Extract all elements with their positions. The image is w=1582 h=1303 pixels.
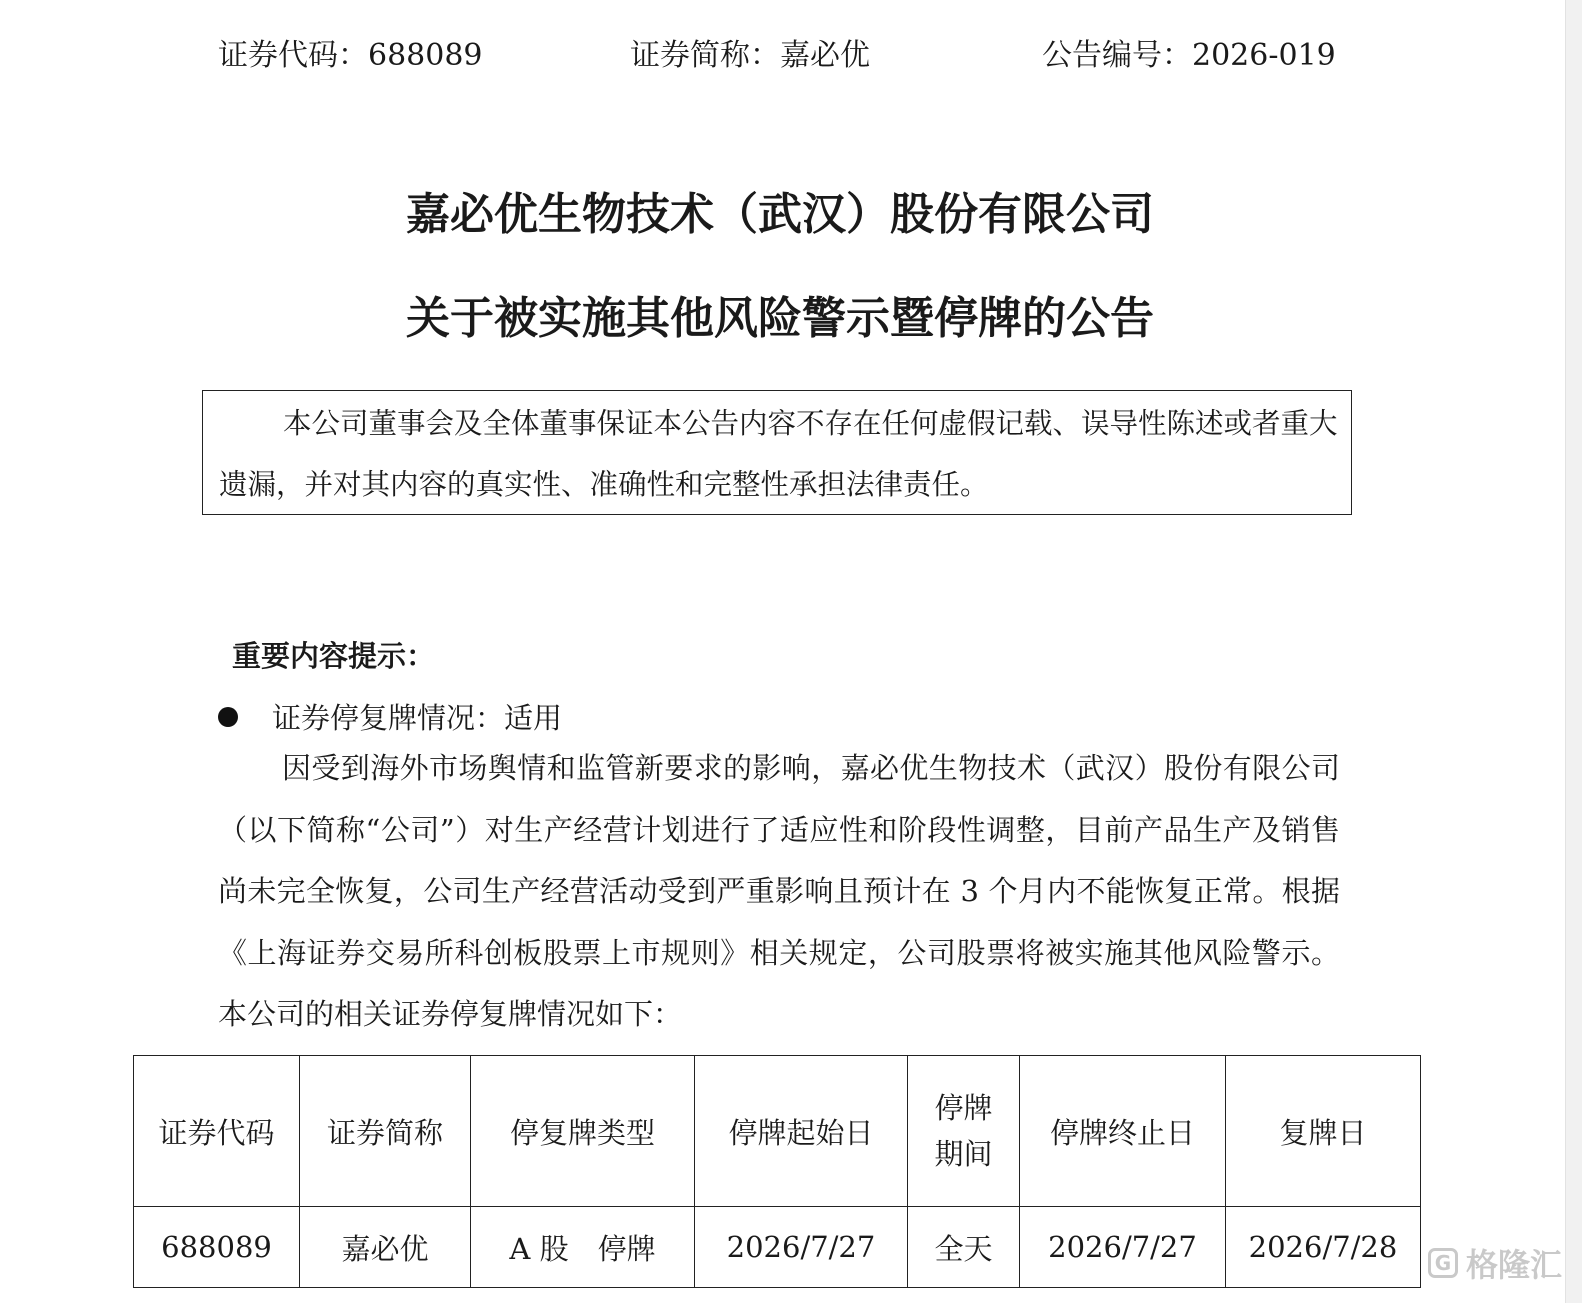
watermark [1428,1243,1562,1283]
cell-start: 2026/7/27 [695,1207,908,1288]
cell-code: 688089 [134,1207,300,1288]
board-statement-text: 本公司董事会及全体董事保证本公告内容不存在任何虚假记载、误导性陈述或者重大遗漏，并对其内容的真实性、准确性和完整性承担法律责任。 [219,407,1338,501]
window-right-edge [1565,0,1582,1303]
header-cell-end: 停牌终止日 [1020,1056,1226,1207]
cell-resume: 2026/7/28 [1226,1207,1421,1288]
announcement-title: 关于被实施其他风险警示暨停牌的公告 [406,293,1154,344]
security-abbreviation: 证券简称：嘉必优 [630,38,870,73]
explanation-paragraph: 因受到海外市场舆情和监管新要求的影响，嘉必优生物技术（武汉）股份有限公司（以下简称“公司”）对生产经营计划进行了适应性和阶段性调整，目前产品生产及销售尚未完全恢复，公司生产经营活动受到严重影响且预计在 3 个月内不能恢复正常。根据《上海证券交易所科创板股票上市规则》相关规定，公司股票将被实施其他风险警示。本公司的相关证券停复牌情况如下： [218,751,1340,1031]
header-cell-abbr: 证券简称 [300,1056,471,1207]
watermark-logo-icon: G [1428,1248,1458,1278]
important-notice-heading: 重要内容提示： [232,639,436,673]
table-header-row [134,1056,1421,1207]
header-cell-period: 停牌期间 [908,1056,1020,1207]
cell-period: 全天 [908,1207,1020,1288]
suspension-table [133,1055,1421,1288]
security-code: 证券代码：688089 [218,38,483,73]
table-row [134,1207,1421,1288]
announcement-number: 公告编号：2026-019 [1042,38,1336,73]
header-cell-type: 停复牌类型 [471,1056,695,1207]
board-statement-box [202,390,1352,515]
header-cell-code: 证券代码 [134,1056,300,1207]
watermark-text: 格隆汇 [1466,1246,1563,1284]
company-name-title: 嘉必优生物技术（武汉）股份有限公司 [406,189,1154,240]
header-cell-start: 停牌起始日 [695,1056,908,1207]
bullet-icon [218,707,238,727]
suspension-status-text: 证券停复牌情况：适用 [272,701,563,735]
cell-type: A 股 停牌 [471,1207,695,1288]
cell-abbr: 嘉必优 [300,1207,471,1288]
header-cell-resume: 复牌日 [1226,1056,1421,1207]
suspension-status-item [218,696,562,737]
cell-end: 2026/7/27 [1020,1207,1226,1288]
